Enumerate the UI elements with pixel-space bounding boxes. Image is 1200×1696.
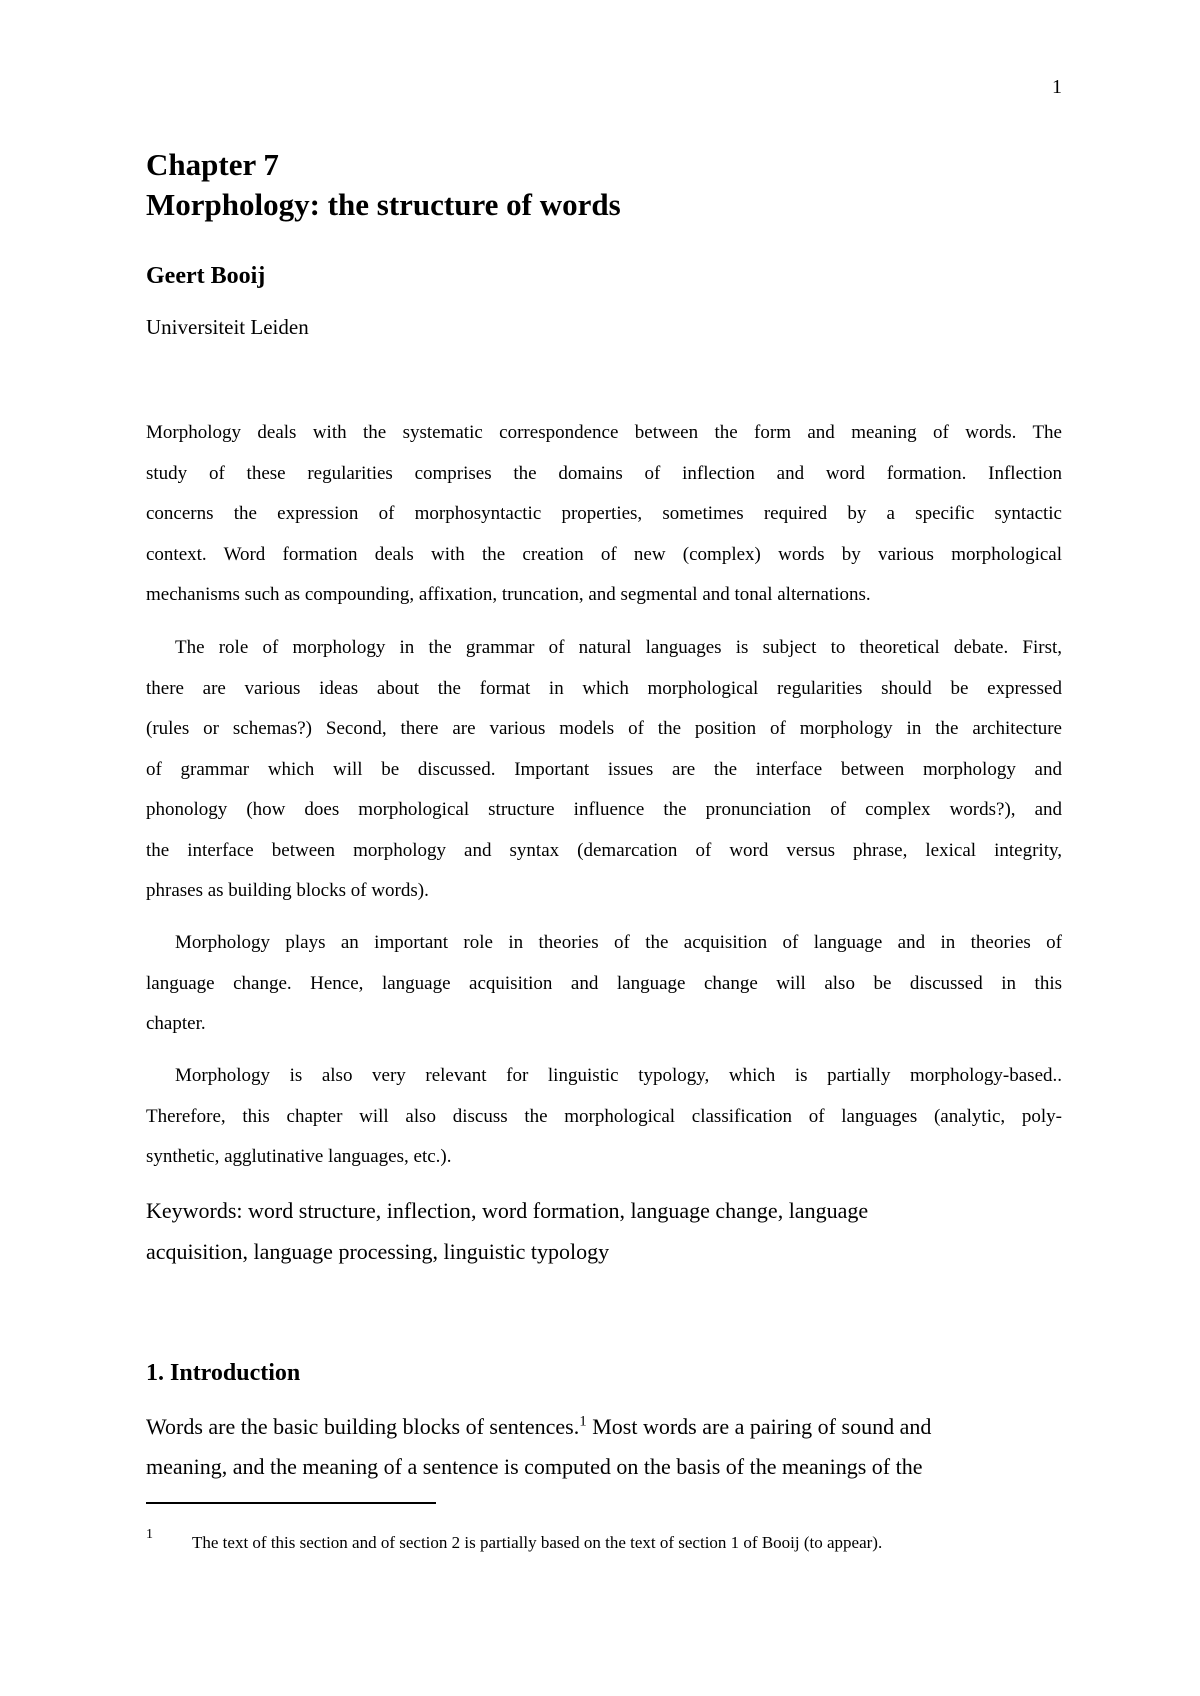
- footnote-text: The text of this section and of section 2 is partially based on the text of section 1 of Booij (to appear).: [192, 1533, 883, 1552]
- paragraph-line: language change. Hence, language acquisition and language change will also be discussed in this: [146, 972, 1062, 994]
- paragraph-line: The role of morphology in the grammar of natural languages is subject to theoretical debate. First,: [175, 637, 1062, 658]
- abstract-paragraph: [146, 923, 1062, 1045]
- paragraph-line: Morphology deals with the systematic correspondence between the form and meaning of words. The: [146, 422, 1062, 443]
- paragraph-line: chapter.: [146, 1013, 206, 1034]
- paragraph-line: Therefore, this chapter will also discuss the morphological classification of languages (analytic, poly-: [146, 1105, 1062, 1127]
- paragraph-line: meaning, and the meaning of a sentence is computed on the basis of the meanings of the: [146, 1454, 923, 1479]
- abstract-paragraph: [146, 1056, 1062, 1178]
- footnote-marker: 1: [146, 1527, 153, 1542]
- keywords-line: acquisition, language processing, linguistic typology: [146, 1239, 610, 1264]
- author-name: Geert Booij: [146, 263, 266, 289]
- paragraph-line: mechanisms such as compounding, affixation, truncation, and segmental and tonal alternations.: [146, 584, 871, 605]
- page-number: 1: [1052, 76, 1062, 98]
- paragraph-line: there are various ideas about the format in which morphological regularities should be expressed: [146, 677, 1062, 699]
- paragraph-line: the interface between morphology and syntax (demarcation of word versus phrase, lexical integrity,: [146, 839, 1062, 861]
- keywords: [146, 1190, 868, 1272]
- paragraph-line: phrases as building blocks of words).: [146, 880, 429, 901]
- paragraph-line: (rules or schemas?) Second, there are various models of the position of morphology in the architecture: [146, 718, 1062, 739]
- introduction-text: [146, 1407, 931, 1487]
- paragraph-line: of grammar which will be discussed. Important issues are the interface between morphology and: [146, 758, 1062, 780]
- paragraph-line: phonology (how does morphological structure influence the pronunciation of complex words?), and: [146, 799, 1062, 820]
- chapter-heading: [146, 145, 621, 225]
- paragraph-line: [146, 1407, 931, 1447]
- paragraph-line: study of these regularities comprises the domains of inflection and word formation. Inflection: [146, 462, 1062, 484]
- text-run: Words are the basic building blocks of sentences.: [146, 1414, 580, 1439]
- abstract-paragraph: [146, 413, 1062, 616]
- keywords-line: Keywords: word structure, inflection, word formation, language change, language: [146, 1198, 869, 1223]
- paragraph-line: synthetic, agglutinative languages, etc.).: [146, 1146, 452, 1167]
- author-affiliation: Universiteit Leiden: [146, 315, 309, 339]
- text-run: Most words are a pairing of sound and: [586, 1414, 932, 1439]
- footnote-reference[interactable]: 1: [579, 1413, 587, 1430]
- abstract-paragraph: [146, 628, 1062, 912]
- paragraph-line: Morphology is also very relevant for linguistic typology, which is partially morphology-based..: [175, 1065, 1062, 1086]
- paragraph-line: Morphology plays an important role in theories of the acquisition of language and in theories of: [175, 932, 1062, 953]
- chapter-title: Morphology: the structure of words: [146, 187, 621, 222]
- footnote-separator: [146, 1502, 436, 1504]
- paragraph-line: context. Word formation deals with the creation of new (complex) words by various morphological: [146, 543, 1062, 565]
- chapter-label: Chapter 7: [146, 147, 279, 182]
- section-heading: 1. Introduction: [146, 1360, 301, 1386]
- paragraph-line: concerns the expression of morphosyntactic properties, sometimes required by a specific syntactic: [146, 503, 1062, 524]
